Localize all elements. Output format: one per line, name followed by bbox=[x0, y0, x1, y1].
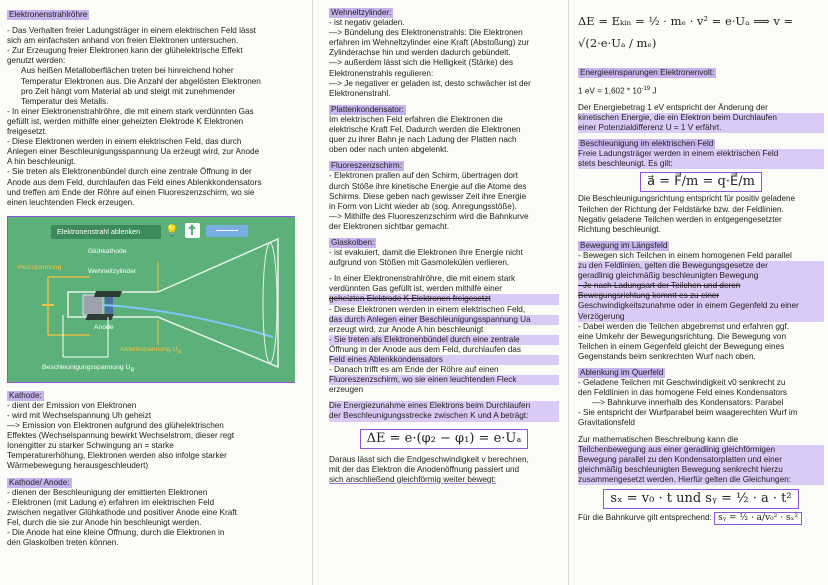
wehnelt-text bbox=[329, 18, 559, 99]
text-line: Gravitationsfeld bbox=[578, 418, 635, 428]
text-line: Bewegungsrichtung kommt es zu einer bbox=[578, 291, 824, 301]
section-title: Ablenkung im Querfeld bbox=[580, 367, 664, 377]
text-line: Die Beschleunigungsrichtung entspricht für positiv geladene bbox=[578, 194, 796, 204]
text-line: Verzögerung bbox=[578, 312, 824, 322]
section-title: Kathode/ Anode: bbox=[9, 477, 70, 487]
text-line: Elektronenstrahls regulieren: bbox=[329, 68, 434, 78]
text-line: pro Zeit hängt vom Material ab und steigt mit zunehmender bbox=[21, 86, 236, 96]
kathode-text bbox=[7, 401, 295, 472]
label-anode: Anode bbox=[94, 323, 114, 331]
text-line: den Feldlinien in das homogene Feld eines Kondensators bbox=[578, 388, 787, 398]
text-line: der Elektronen sichtbar gemacht. bbox=[329, 221, 450, 231]
text-line: den Glaskolben treten können. bbox=[7, 538, 119, 548]
text-line: Temperatur Elektronen aus. Die Anzahl der abgelösten Elektronen bbox=[21, 76, 261, 86]
feld-text-2 bbox=[578, 194, 824, 234]
crt-diagram bbox=[7, 216, 295, 383]
text-line: aufgrund von Stößen mit Gasmolekülen verlieren. bbox=[329, 258, 510, 268]
section-title: Plattenkondensator: bbox=[331, 104, 404, 114]
text-line: - Die Anode hat eine kleine Öffnung, durch die Elektronen in bbox=[7, 528, 225, 537]
label-wehneltzylinder: Wehneltzylinder bbox=[88, 267, 137, 275]
text-line: Teilchenbewegung aus einer geradlinig gleichförmigen bbox=[578, 445, 824, 455]
text-line: - ist negativ geladen. bbox=[329, 18, 405, 28]
text-line: geradlinig gleichmäßig beschleunigten Bewegung bbox=[578, 271, 824, 281]
text-line: Die Energiezunahme eines Elektrons beim Durchlaufen bbox=[329, 401, 559, 411]
text-line: Schirms. Diese geben nach gewisser Zeit ihre Energie bbox=[329, 191, 527, 201]
section-title: Energieeinsparungen Elektronenvolt: bbox=[580, 68, 715, 77]
text-line: verdünnten Gas gefüllt ist, werden mithilfe einer bbox=[329, 284, 502, 294]
text-line: - Sie treten als Elektronenbündel durch eine zentrale Öffnung in der bbox=[7, 167, 252, 177]
text-line: geheizten Elektrode K Elektronen freigesetzt bbox=[329, 294, 559, 304]
after-text bbox=[329, 455, 559, 485]
text-line: erzeugt wird, zur Anode A hin beschleunigt bbox=[329, 324, 484, 334]
text-line: Daraus lässt sich die Endgeschwindigkeit v berechnen, bbox=[329, 454, 529, 464]
text-line: Feld eines Ablenkkondensators bbox=[329, 355, 559, 365]
text-line: erfahren im Wehneltzylinder eine Kraft (Abstoßung) zur bbox=[329, 38, 530, 48]
text-line: sich am einfachsten anhand von freien Elektronen untersuchen. bbox=[7, 36, 239, 46]
formula-motion: sₓ = v₀ · t und sᵧ = ½ · a · t² bbox=[603, 489, 798, 509]
text-line: - Geladene Teilchen mit Geschwindigkeit v0 senkrecht zu bbox=[578, 378, 786, 388]
column-1 bbox=[7, 0, 295, 585]
column-2 bbox=[329, 0, 559, 585]
text-line: Freie Ladungsträger werden in einem elektrischen Feld bbox=[578, 149, 824, 159]
bahn-label: Für die Bahnkurve gilt entsprechend: bbox=[578, 513, 712, 523]
text-line: stets beschleunigt. Es gilt: bbox=[578, 159, 824, 169]
quer-text bbox=[578, 378, 824, 428]
text-line: - In einer Elektronenstrahlröhre, die mit einem stark bbox=[329, 274, 516, 284]
text-line: - dient der Emission von Elektronen bbox=[7, 400, 137, 410]
text-line: Anlegen einer Beschleunigungsspannung Ua erzeugt wird, zur Anode bbox=[7, 147, 260, 157]
text-line: elektrische Kraft Fel. Dadurch werden die Elektronen bbox=[329, 125, 521, 135]
text-line: - Sie entspricht der Wurfparabel beim waagerechten Wurf im bbox=[578, 408, 798, 418]
text-line: Ionengitter zu starker Schwingung an = starke bbox=[7, 441, 174, 451]
intro-text bbox=[7, 26, 295, 208]
text-line: Zylinderachse hin und werden dadurch gebündelt. bbox=[329, 48, 511, 58]
text-line: oben oder nach unten abgelenkt. bbox=[329, 145, 449, 155]
label-ablenkspannung: Ablenkspannung $U_A$ bbox=[120, 345, 182, 356]
wehnelt-cylinder bbox=[83, 295, 103, 315]
text-line: A hin beschleunigt. bbox=[7, 157, 76, 167]
text-line: Fluoreszenzschirm, wo sie einen leuchtenden Fleck bbox=[329, 375, 559, 385]
fluor-text bbox=[329, 171, 559, 232]
text-line: zwischen negativer Glühkathode und positiver Anode eine Kraft bbox=[7, 507, 237, 517]
text-line: Aus heißen Metalloberflächen treten bei hinreichend hoher bbox=[21, 66, 234, 76]
text-line: Wärmebewegung herausgeschleudert) bbox=[7, 461, 149, 471]
section-title: Kathode: bbox=[9, 390, 42, 400]
text-line: - Diese Elektronen werden in einem elektrischen Feld, das durch bbox=[7, 137, 242, 147]
bahn-line bbox=[578, 512, 824, 525]
text-line: —> außerdem lässt sich die Helligkeit (Stärke) des bbox=[329, 58, 514, 68]
feld-text bbox=[578, 149, 824, 169]
text-line: durch Stöße ihre kinetische Energie auf die Atome des bbox=[329, 181, 527, 191]
page-fold bbox=[312, 0, 313, 585]
text-line: - Das Verhalten freier Ladungsträger in einem elektrischen Feld lässt bbox=[7, 26, 256, 36]
text-line: —> Mithilfe des Fluoreszenzschirm wird die Bahnkurve bbox=[329, 211, 529, 221]
text-line: - Bewegen sich Teilchen in einem homogenen Feld parallel bbox=[578, 250, 792, 260]
text-line: Elektronenstrahl. bbox=[329, 88, 391, 98]
text-line: —> Emission von Elektronen aufgrund des glühelektrischen bbox=[7, 421, 224, 431]
text-line: mit der das Elektron die Anodenöffnung passiert und bbox=[329, 464, 520, 474]
text-line: freigesetzt. bbox=[7, 127, 48, 137]
text-line: —> Bündelung des Elektronenstrahls: Die Elektronen bbox=[329, 28, 523, 38]
laengs-text bbox=[578, 251, 824, 362]
text-line: quer zu ihrer Bahn je nach Ladung der Platten nach bbox=[329, 135, 517, 145]
text-line: Teilchen in einem Gegenfeld gleicht der Bewegung eines bbox=[578, 341, 785, 351]
text-line: - Zur Erzeugung freier Elektronen kann der glühelektrische Effekt bbox=[7, 46, 243, 56]
label-beschleunigungsspannung: Beschleunigungsspannung $U_B$ bbox=[42, 363, 135, 374]
column-3 bbox=[578, 0, 824, 585]
text-line: - ist evakuiert, damit die Elektronen ihre Energie nicht bbox=[329, 248, 523, 258]
text-line: - Elektronen prallen auf den Schirm, übertragen dort bbox=[329, 171, 518, 181]
text-line: —> Je negativer er geladen ist, desto schwächer ist der bbox=[329, 78, 531, 88]
text-line: zu den Feldlinien, gelten die Bewegungsgesetze der bbox=[578, 261, 824, 271]
text-line: - Danach trifft es am Ende der Röhre auf einen bbox=[329, 365, 499, 375]
text-line: einer Potenzialdifferenz U = 1 V erfährt. bbox=[578, 123, 824, 133]
text-line: einen leuchtenden Fleck erzeugen. bbox=[7, 197, 135, 207]
figure-header-label: Elektronenstrahl ablenken bbox=[57, 226, 141, 236]
text-line: —> Bahnkurve innerhalb des Kondensators: Parabel bbox=[592, 398, 784, 408]
text-line: - Sie treten als Elektronenbündel durch eine zentrale bbox=[329, 335, 559, 345]
deflection-plate-top bbox=[94, 291, 122, 297]
section-title: Wehneltzylinder: bbox=[331, 8, 392, 17]
section-title: Fluoreszenzschirm: bbox=[331, 161, 402, 171]
text-line: - Je nach Ladungsart der Teilchen und deren bbox=[578, 281, 824, 291]
text-line: kinetischen Energie, die ein Elektron beim Durchlaufen bbox=[578, 113, 824, 123]
screen bbox=[263, 243, 277, 363]
ev-text bbox=[578, 103, 824, 133]
text-line: Im elektrischen Feld erfahren die Elektronen die bbox=[329, 114, 503, 124]
deflection-plate-bottom bbox=[86, 314, 114, 320]
text-line: Temperatur des Metalls. bbox=[21, 96, 109, 106]
text-line: - dienen der Beschleunigung der emittierten Elektronen bbox=[7, 487, 208, 497]
label-heizspannung: Heizspannung bbox=[18, 263, 62, 271]
math-text bbox=[578, 435, 824, 485]
text-line: Zur mathematischen Beschreibung kann die bbox=[578, 434, 739, 444]
text-line: in Form von Licht wieder ab (sog. Anregungsstöße). bbox=[329, 201, 517, 211]
text-line: - Dabei werden die Teilchen abgebremst und erfahren ggf. bbox=[578, 321, 790, 331]
glas-text bbox=[329, 248, 559, 268]
section-title: Glaskolben: bbox=[331, 237, 375, 247]
text-line: Effektes (Wechselspannung bewirkt Wechselstrom, dieser regt bbox=[7, 431, 235, 441]
text-line: Temperaturerhöhung, Elektronen werden also infolge starker bbox=[7, 451, 227, 461]
text-line: Geschwindigkeitszunahme oder in einem Gegenfeld zu einer bbox=[578, 301, 824, 311]
formula-top: ΔE = Eₖᵢₙ = ½ · mₑ · v² = e·Uₐ ⟹ v = √(2·e·Uₐ / mₑ) bbox=[578, 14, 794, 50]
label-gluehkathode: Glühkathode bbox=[88, 247, 127, 255]
section-title: Beschleunigung im elektrischen Feld bbox=[580, 139, 714, 149]
text-line: - wird mit Wechselspannung Uh geheizt bbox=[7, 410, 152, 420]
ev-value: 1 eV = $1,602 * 10^{-19}$ J bbox=[578, 86, 657, 96]
text-line: Teilchen der Richtung der Feldstärke bzw. der Feldlinien. bbox=[578, 204, 784, 214]
text-line: Bewegung parallel zu den Kondensatorplatten und einer bbox=[578, 455, 824, 465]
text-line: Negativ geladene Teilchen werden in entgegengesetzter bbox=[578, 214, 782, 224]
text-line: gleichmäßig beschleunigten Bewegung senkrecht hierzu bbox=[578, 465, 824, 475]
text-line: genutzt werden: bbox=[7, 56, 66, 66]
section-title: Bewegung im Längsfeld bbox=[580, 240, 668, 250]
section-title: Elektronenstrahlröhre bbox=[9, 10, 88, 19]
text-line: sich anschließend gleichförmig weiter bewegt: bbox=[329, 474, 497, 484]
text-line: und treffen am Ende der Röhre auf einen Fluoreszenzschirm, wo sie bbox=[7, 187, 255, 197]
text-line: der Beschleunigungsstrecke zwischen K und A beträgt: bbox=[329, 411, 559, 421]
text-line: Der Energiebetrag 1 eV entspricht der Änderung der bbox=[578, 102, 768, 112]
text-line: - In einer Elektronenstrahlröhre, die mit einem stark verdünnten Gas bbox=[7, 106, 254, 116]
text-line: Gegenstands beim senkrechten Wurf nach oben. bbox=[578, 351, 756, 361]
text-line: Anode aus dem Feld, durchlaufen das Feld eines Ablenkkondensators bbox=[7, 177, 262, 187]
formula-bahn: sᵧ = ½ · a/v₀² · sₓ² bbox=[714, 512, 802, 525]
text-line: Fel, durch die sie zur Anode hin beschleunigt werden. bbox=[7, 517, 202, 527]
text-line: gefüllt ist, werden mithilfe einer geheizten Elektrode K Elektronen bbox=[7, 116, 244, 126]
text-line: erzeugen bbox=[329, 385, 364, 395]
text-line: Richtung beschleunigt. bbox=[578, 224, 661, 234]
text-line: das durch Anlegen einer Beschleunigungsspannung Ua bbox=[329, 315, 559, 325]
formula-energy: ΔE = e·(φ₂ − φ₁) = e·Uₐ bbox=[360, 429, 529, 449]
text-line: eine Umkehr der Bewegungsrichtung. Die Bewegung von bbox=[578, 331, 786, 341]
platten-text bbox=[329, 115, 559, 155]
text-line: Öffnung in der Anode aus dem Feld, durchlaufen das bbox=[329, 344, 521, 354]
page-fold bbox=[568, 0, 569, 585]
energy-text bbox=[329, 401, 559, 421]
lightbulb-icon: 💡 bbox=[165, 224, 179, 237]
text-line: - Diese Elektronen werden in einem elektrischen Feld, bbox=[329, 304, 526, 314]
formula-acceleration: a⃗ = F⃗/m = q·E⃗/m bbox=[640, 172, 762, 192]
text-line: - Elektronen (mit Ladung e) erfahren im elektrischen Feld bbox=[7, 497, 215, 507]
summary-text bbox=[329, 274, 559, 395]
text-line: zusammengesetzt werden. Hierfür gelten die Gleichungen: bbox=[578, 475, 824, 485]
electron-beam bbox=[103, 305, 273, 337]
anode-text bbox=[7, 488, 295, 549]
